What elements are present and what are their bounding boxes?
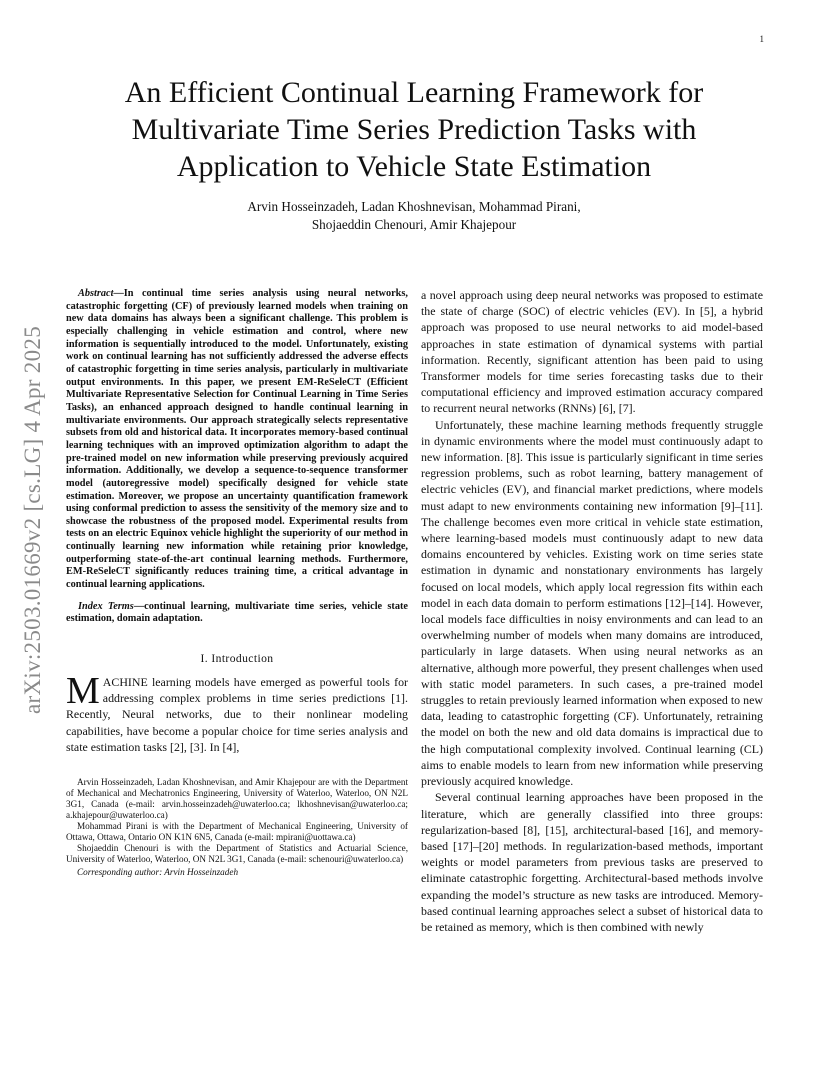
intro-paragraph-text: ACHINE learning models have emerged as powerful tools for addressing complex problems in time series predictions [1]. Recently, Neural networks, due to their nonlinear modeling capabilities, have become a popular choice for time series analysis and state estimation tasks [2], [3]. In [4], — [66, 675, 408, 754]
body-paragraph: Several continual learning approaches have been proposed in the literature, which are generally classified into three groups: regularization-based [8], [15], architectural-based [16], and memory-based [17]–[20] methods. In regularization-based methods, important weights or model parameters from previous tasks are preserved to eliminate catastrophic forgetting. Architectural-based methods involve expanding the model’s structure as new tasks are introduced. Memory-based continual learning approaches select a subset of historical data to be retained as memory, which is then combined with newly — [421, 790, 763, 934]
right-column — [421, 287, 763, 935]
index-terms-label: Index Terms — [78, 600, 134, 612]
abstract-text: —In continual time series analysis using neural networks, catastrophic forgetting (CF) of previously learned models when training on new data domains has always been a significant challenge. This problem is especially challenging in vehicle estimation and control, where new information is sequentially introduced to the model. Unfortunately, existing work on continual learning has not sufficiently addressed the adverse effects of catastrophic forgetting in time series analysis, particularly in multivariate output environments. In this paper, we present EM-ReSeleCT (Efficient Multivariate Representative Selection for Continual Learning in Time Series Tasks), an enhanced approach designed to handle continual learning in multivariate environments. Our approach strategically selects representative subsets from old and historical data. It incorporates memory-based continual learning techniques with an improved optimization algorithm to adapt the pre-trained model on new information while preserving previously acquired information. Additionally, we develop a sequence-to-sequence transformer model (autoregressive model) specifically designed for vehicle state estimation. Moreover, we propose an uncertainty quantification framework using conformal prediction to assess the sensitivity of the memory size and to showcase the robustness of the proposed model. Experimental results from tests on an electric Equinox vehicle highlight the superiority of our method in continually learning new information while retaining prior knowledge, outperforming state-of-the-art continual learning methods. Furthermore, EM-ReSeleCT significantly reduces training time, a critical advantage in continual learning applications. — [66, 288, 408, 591]
corresponding-author: Corresponding author: Arvin Hosseinzadeh — [77, 867, 239, 878]
body-paragraph: a novel approach using deep neural networks was proposed to estimate the state of charge (SOC) of electric vehicles (EV). In [5], a hybrid approach was proposed to use neural networks to aid model-based approaches in state estimation of dynamical systems with partial information. Recently, significant attention has been paid to using Transformer models for time series forecasting tasks due to their computational efficiency and improved estimation accuracy compared to recurrent neural networks (RNNs) [6], [7]. — [421, 288, 763, 416]
author-line-1: Arvin Hosseinzadeh, Ladan Khoshnevisan, Mohammad Pirani, — [247, 199, 581, 214]
footnote: Shojaeddin Chenouri is with the Department of Statistics and Actuarial Science, University of Waterloo, Waterloo, ON N2L 3G1, Canada (e-mail: schenouri@uwaterloo.ca) — [66, 843, 408, 865]
author-block — [60, 198, 768, 234]
footnotes — [66, 777, 408, 878]
index-terms-text: —continual learning, multivariate time series, vehicle state estimation, domain adaptation. — [66, 600, 408, 625]
author-line-2: Shojaeddin Chenouri, Amir Khajepour — [311, 217, 517, 232]
drop-cap: M — [66, 670, 100, 713]
abstract-label: Abstract — [78, 288, 114, 299]
index-terms — [66, 601, 408, 626]
arxiv-watermark — [18, 290, 48, 750]
footnote: Arvin Hosseinzadeh, Ladan Khoshnevisan, and Amir Khajepour are with the Department of Mechanical and Mechatronics Engineering, University of Waterloo, Waterloo, ON N2L 3G1, Canada (e-mail: arvin.hosseinzadeh@uwaterloo.ca; lkhoshnevisan@uwaterloo.ca; a.khajepour@uwaterloo.ca) — [66, 777, 408, 821]
arxiv-id: arXiv:2503.01669v2 [cs.LG] 4 Apr 2025 — [20, 326, 45, 714]
footnote: Mohammad Pirani is with the Department of Mechanical Engineering, University of Ottawa, Ottawa, Ontario ON K1N 6N5, Canada (e-mail: mpirani@uottawa.ca) — [66, 821, 408, 843]
left-column — [66, 288, 408, 878]
abstract — [66, 288, 408, 592]
intro-paragraph — [66, 670, 408, 755]
body-paragraph: Unfortunately, these machine learning methods frequently struggle in dynamic environments where the model must continuously adapt to new information. [8]. This issue is particularly significant in time series regression problems, such as robot learning, battery management of electric vehicles (EV), and financial market predictions, where models must adapt to new environments containing new information [9]–[11]. The challenge becomes even more critical in vehicle state estimation, where learning-based models must continuously adapt to new data domains encountered by vehicles. Existing work on time series state estimation in dynamic and nonstationary environments has largely focused on local models, which apply local regression fits within each model in each data domain to perform estimations [12]–[14]. However, local models face difficulties in noisy environments and can lead to an overwhelming number of models when many domains are introduced, particularly in large datasets. When using neural networks as an alternative, although more powerful, they present challenges when used with static model parameters. In such cases, a pre-trained model struggles to retain previously learned information when exposed to new data, leading to catastrophic forgetting (CF). Unfortunately, retraining the model on both the new and old data domains is impractical due to the high computational complexity involved. Continual learning (CL) aims to enable models to learn from new information while preserving previously acquired knowledge. — [421, 417, 763, 789]
section-heading: I. Introduction — [200, 652, 274, 666]
page-number: 1 — [759, 34, 764, 44]
paper-title: An Efficient Continual Learning Framework for Multivariate Time Series Prediction Tasks with Application to Vehicle State Estimation — [124, 76, 704, 183]
